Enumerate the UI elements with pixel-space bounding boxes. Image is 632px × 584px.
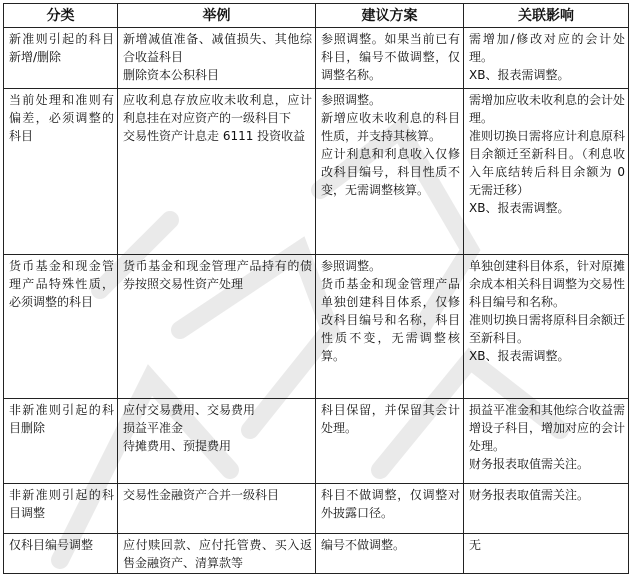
- table-row: [4, 399, 629, 484]
- cell-example: [118, 484, 316, 534]
- header-category: 分类: [4, 4, 118, 28]
- impact-text: 损益平准金和其他综合收益需增设子科目，增加对应的会计处理。: [469, 403, 626, 453]
- cell-plan: [316, 484, 464, 534]
- plan-text: 新增应收未收利息的科目性质，并支持其核算。: [321, 111, 460, 143]
- cell-example: [118, 399, 316, 484]
- cell-plan: [316, 255, 464, 399]
- plan-table: [3, 3, 629, 574]
- table-row: [4, 28, 629, 89]
- category-text: 新准则引起的科目新增/删除: [9, 32, 114, 64]
- plan-text: 科目保留，并保留其会计处理。: [321, 403, 460, 435]
- header-plan: 建议方案: [316, 4, 464, 28]
- cell-example: [118, 28, 316, 89]
- impact-text: XB、报表需调整。: [469, 201, 570, 215]
- cell-plan: [316, 534, 464, 574]
- cell-impact: [464, 255, 629, 399]
- example-text: 交易性资产计息走 6111 投资收益: [123, 129, 306, 143]
- impact-text: 财务报表取值需关注。: [469, 488, 590, 502]
- example-text: 损益平准金: [123, 421, 184, 435]
- table-row: [4, 534, 629, 574]
- impact-text: 需增加应收未收利息的会计处理。: [469, 93, 626, 125]
- example-text: 应付交易费用、交易费用: [123, 403, 256, 417]
- example-text: 应收利息存放应收未收利息，应计利息挂在对应资产的一级科目下: [123, 93, 312, 125]
- cell-plan: [316, 28, 464, 89]
- cell-example: [118, 255, 316, 399]
- cell-category: [4, 255, 118, 399]
- category-text: 仅科目编号调整: [9, 538, 94, 552]
- cell-plan: [316, 89, 464, 255]
- impact-text: 需增加/修改对应的会计处理。: [469, 32, 625, 64]
- cell-impact: [464, 89, 629, 255]
- plan-text: 参照调整。: [321, 93, 382, 107]
- cell-category: [4, 399, 118, 484]
- category-text: 当前处理和准则有偏差，必须调整的科目: [9, 93, 114, 143]
- cell-category: [4, 28, 118, 89]
- example-text: 货币基金和现金管理产品持有的债券按照交易性资产处理: [123, 259, 312, 291]
- header-impact: 关联影响: [464, 4, 629, 28]
- plan-text: 应计利息和利息收入仅修改科目编号，科目性质不变，无需调整核算。: [321, 147, 460, 197]
- cell-example: [118, 89, 316, 255]
- cell-impact: [464, 28, 629, 89]
- plan-text: 编号不做调整。: [321, 538, 406, 552]
- example-text: 交易性金融资产合并一级科目: [123, 488, 280, 502]
- cell-plan: [316, 399, 464, 484]
- impact-text: 单独创建科目体系，针对原摊余成本相关科目调整为交易性科目编号和名称。: [469, 259, 626, 309]
- impact-text: 准则切换日需将应计利息原科目余额迁至新科目。（利息收入年底结转后科目余额为 0 无需迁移）: [469, 129, 626, 197]
- cell-impact: [464, 484, 629, 534]
- plan-text: 参照调整。如果当前已有科目，编号不做调整，仅调整名称。: [321, 32, 460, 82]
- table-row: [4, 89, 629, 255]
- header-example: 举例: [118, 4, 316, 28]
- category-text: 货币基金和现金管理产品特殊性质，必须调整的科目: [9, 259, 114, 309]
- example-text: 待摊费用、预提费用: [123, 439, 232, 453]
- impact-text: XB、报表需调整。: [469, 68, 570, 82]
- cell-category: [4, 484, 118, 534]
- cell-impact: [464, 399, 629, 484]
- example-text: 删除资本公积科目: [123, 68, 220, 82]
- category-text: 非新准则引起的科目调整: [9, 488, 114, 520]
- impact-text: 无: [469, 538, 482, 552]
- plan-text: 货币基金和现金管理产品单独创建科目体系，仅修改科目编号和名称，科目性质不变，无需调整核算。: [321, 277, 460, 363]
- cell-category: [4, 89, 118, 255]
- cell-category: [4, 534, 118, 574]
- impact-text: 财务报表取值需关注。: [469, 457, 590, 471]
- category-text: 非新准则引起的科目删除: [9, 403, 114, 435]
- impact-text: XB、报表需调整。: [469, 349, 570, 363]
- example-text: 新增减值准备、减值损失、其他综合收益科目: [123, 32, 312, 64]
- cell-impact: [464, 534, 629, 574]
- impact-text: 准则切换日需将原科目余额迁至新科目。: [469, 313, 626, 345]
- plan-text: 参照调整。: [321, 259, 382, 273]
- example-text: 应付赎回款、应付托管费、买入返售金融资产、清算款等: [123, 538, 312, 570]
- plan-text: 科目不做调整，仅调整对外披露口径。: [321, 488, 460, 520]
- cell-example: [118, 534, 316, 574]
- header-row: [4, 4, 629, 28]
- table-row: [4, 255, 629, 399]
- table-row: [4, 484, 629, 534]
